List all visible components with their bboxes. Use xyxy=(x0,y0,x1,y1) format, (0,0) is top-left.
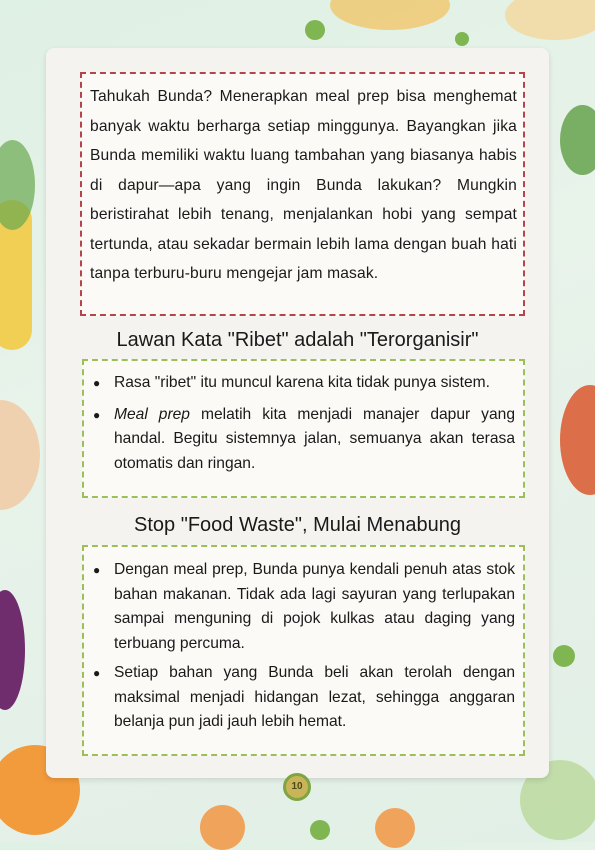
decor-leaf-right xyxy=(560,105,595,175)
decor-pasta-top-right xyxy=(505,0,595,40)
decor-bowl-top xyxy=(330,0,450,30)
decor-pea xyxy=(305,20,325,40)
section1-box xyxy=(82,359,525,498)
page-number: 10 xyxy=(283,773,311,801)
decor-tomato-bowl xyxy=(560,385,595,495)
section2-heading: Stop "Food Waste", Mulai Menabung xyxy=(134,514,461,536)
item-emphasis: Meal prep xyxy=(114,405,190,423)
list-item xyxy=(84,661,523,735)
intro-text: Tahukah Bunda? Menerapkan meal prep bisa menghemat banyak waktu berharga setiap minggunya. Bayangkan jika Bunda memiliki waktu luang tambahan yang biasanya habis di dapur—apa yang ingin Bunda lakukan? Mungkin beristirahat lebih tenang, menjalankan hobi yang sempat tertunda, atau sekadar bermain lebih lama dengan buah hati tanpa terburu-buru mengejar jam masak. xyxy=(90,88,517,282)
decor-eggplant xyxy=(0,590,25,710)
list-item xyxy=(84,403,523,477)
bullet: ● xyxy=(93,666,101,680)
bullet: ● xyxy=(93,407,101,422)
item-text: Setiap bahan yang Bunda beli akan terolah dengan maksimal menjadi hidangan lezat, sehingga anggaran belanja pun jadi jauh lebih hemat. xyxy=(114,664,515,730)
decor-bowl-left xyxy=(0,400,40,510)
list-item xyxy=(84,371,523,396)
decor-pea xyxy=(553,645,575,667)
decor-carrot-slice xyxy=(375,808,415,848)
section2-list xyxy=(84,558,523,735)
item-text: Dengan meal prep, Bunda punya kendali penuh atas stok bahan makanan. Tidak ada lagi sayuran yang terlupakan sampai menguning di pojok kulkas atau daging yang terbuang percuma. xyxy=(114,561,515,652)
item-text: melatih kita menjadi manajer dapur yang handal. Begitu sistemnya jalan, semuanya akan terasa otomatis dan ringan. xyxy=(114,405,515,472)
decor-pea xyxy=(455,32,469,46)
intro-callout xyxy=(80,72,525,316)
bullet: ● xyxy=(93,376,101,390)
decor-carrot-slice xyxy=(200,805,245,850)
bullet: ● xyxy=(93,563,101,577)
section1-list xyxy=(84,371,523,476)
section2-box xyxy=(82,545,525,756)
decor-pea xyxy=(310,820,330,840)
item-text: Rasa "ribet" itu muncul karena kita tidak punya sistem. xyxy=(114,374,490,391)
list-item xyxy=(84,558,523,656)
section1-heading: Lawan Kata "Ribet" adalah "Terorganisir" xyxy=(116,329,479,351)
